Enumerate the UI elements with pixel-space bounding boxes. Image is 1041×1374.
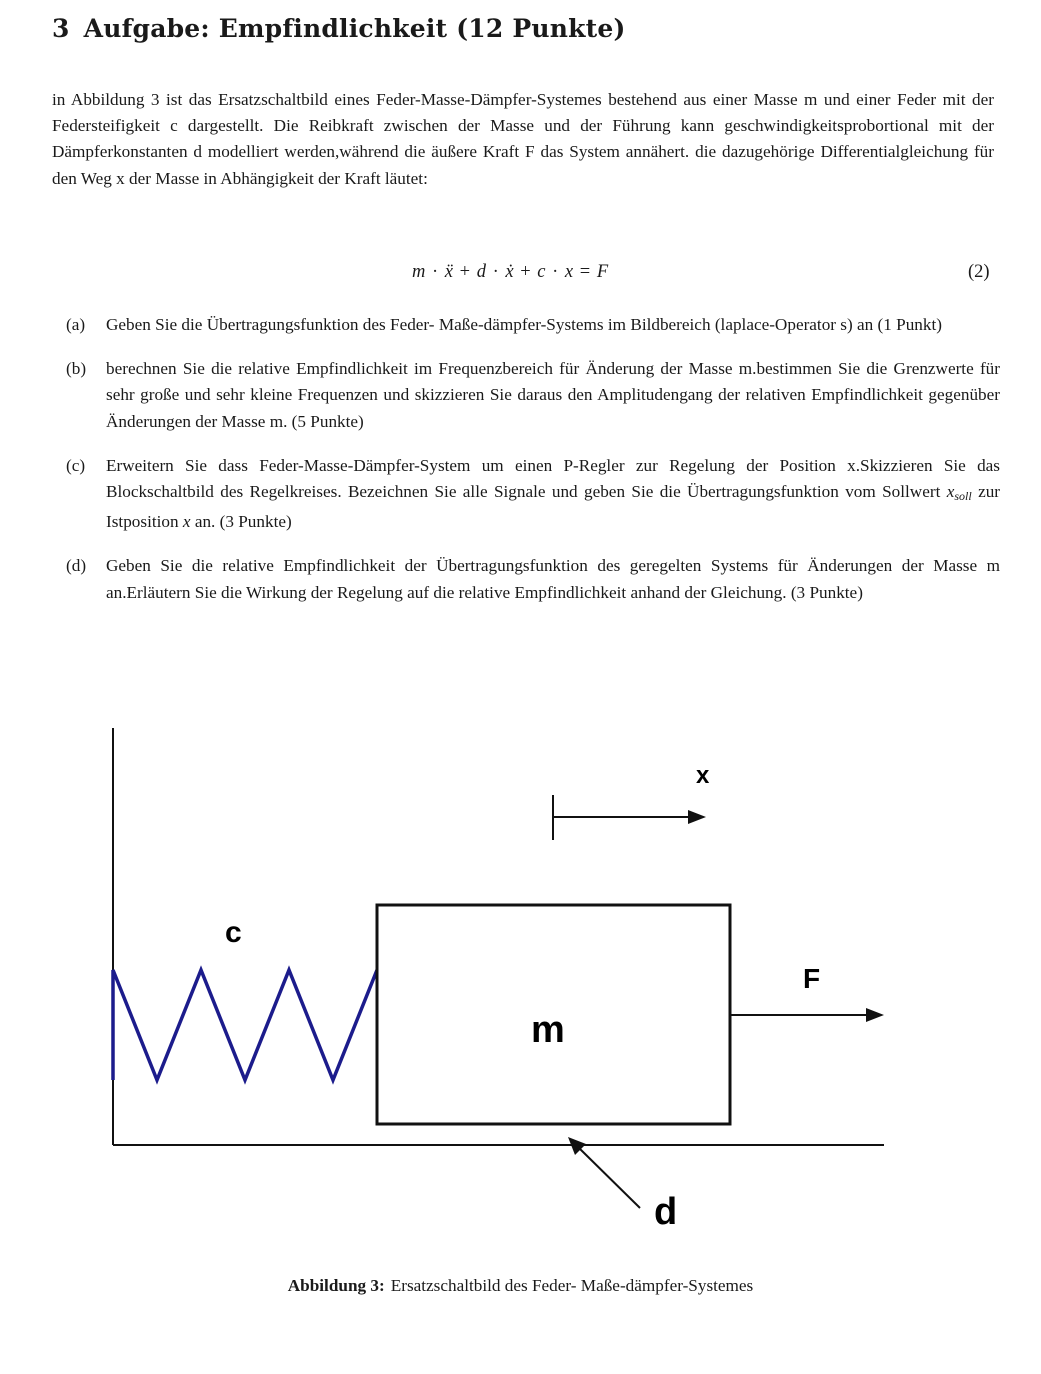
label-d: d — [654, 1191, 678, 1233]
label-m: m — [531, 1009, 565, 1051]
task-text: Geben Sie die Übertragungsfunktion des Feder- Maße-dämpfer-Systems im Bildbereich (laplace-Operator s) an (1 Punkt) — [106, 315, 942, 334]
intro-paragraph: in Abbildung 3 ist das Ersatzschaltbild eines Feder-Masse-Dämpfer-Systemes bestehend aus einer Masse m und einer Feder mit der Federsteifigkeit c dargestellt. Die Reibkraft zwischen der Masse und der Führung kann geschwindigkeitsprobortional mit der Dämpferkonstanten d modelliert werden,während die äußere Kraft F das System annähert. die dazugehörige Differentialgleichung für den Weg x der Masse in Abhängigkeit der Kraft läutet: — [52, 90, 994, 188]
task-label: (d) — [66, 556, 87, 576]
task-d — [66, 553, 1000, 605]
label-c: c — [225, 916, 242, 949]
d-arrow-line — [578, 1147, 640, 1208]
eq-xd: ẋ — [505, 262, 514, 282]
spring-mass-damper-figure — [0, 700, 1041, 1260]
var-x: x — [946, 482, 955, 502]
task-text: zur Istposition — [106, 482, 1001, 532]
eq-plus: + — [459, 262, 471, 282]
task-list — [66, 312, 1000, 624]
task-label: (c) — [66, 455, 86, 475]
eq-dot: · — [552, 262, 559, 282]
task-text: Geben Sie die relative Empfindlichkeit der Übertragungsfunktion des geregelten Systems für Änderungen der Masse m an.Erläutern Sie die Wirkung der Regelung auf die relative Empfindlichkeit anhand der Gleichung. (3 Punkte) — [106, 556, 1000, 602]
task-a — [66, 312, 1000, 338]
task-label: (a) — [66, 315, 86, 334]
eq-x: x — [564, 262, 574, 282]
eq-c: c — [537, 262, 546, 282]
caption-label: Abbildung 3: — [287, 1276, 385, 1295]
eq-plus: + — [520, 262, 531, 282]
section-number: 3 — [52, 14, 70, 43]
eq-dot: · — [492, 262, 499, 282]
eq-dot: · — [432, 262, 439, 282]
eq-d: d — [476, 262, 486, 282]
figure-caption — [0, 1276, 1041, 1296]
task-text: an. (3 Punkte) — [194, 512, 292, 532]
caption-text: Ersatzschaltbild des Feder- Maße-dämpfer-Systemes — [390, 1276, 754, 1295]
label-x: x — [696, 762, 710, 789]
section-heading — [52, 14, 625, 43]
differential-equation — [412, 262, 608, 283]
task-label: (b) — [66, 359, 87, 379]
var-x-soll — [946, 482, 972, 504]
task-c — [66, 453, 1000, 536]
equation-number: (2) — [968, 262, 990, 282]
equation-row — [0, 262, 1041, 290]
eq-F: F — [596, 262, 609, 282]
label-F: F — [803, 963, 821, 994]
section-title: Aufgabe: Empfindlichkeit (12 Punkte) — [83, 14, 626, 43]
var-x: x — [182, 512, 191, 532]
task-b — [66, 356, 1000, 435]
task-text: Erweitern Sie dass Feder-Masse-Dämpfer-System um einen P-Regler zur Regelung der Position x.Skizzieren Sie das Blockschaltbild des Regelkreises. Bezeichnen Sie alle Signale und geben Sie die Übertragungsfunktion vom Sollwert — [106, 455, 1000, 502]
eq-xdd: ẍ — [444, 262, 454, 282]
task-text: berechnen Sie die relative Empfindlichkeit im Frequenzbereich für Änderung der Masse m.bestimmen Sie die Grenzwerte für sehr große und sehr kleine Frequenzen und skizzieren Sie daraus den Amplitudengang der relativen Empfindlichkeit gegenüber Änderungen der Masse m. (5 Punkte) — [106, 359, 1000, 431]
eq-equals: = — [579, 262, 591, 282]
eq-m: m — [412, 262, 426, 282]
x-arrow-head — [688, 810, 706, 824]
var-sub: soll — [954, 489, 972, 504]
f-arrow-head — [866, 1008, 884, 1022]
spring-zigzag — [113, 970, 377, 1080]
